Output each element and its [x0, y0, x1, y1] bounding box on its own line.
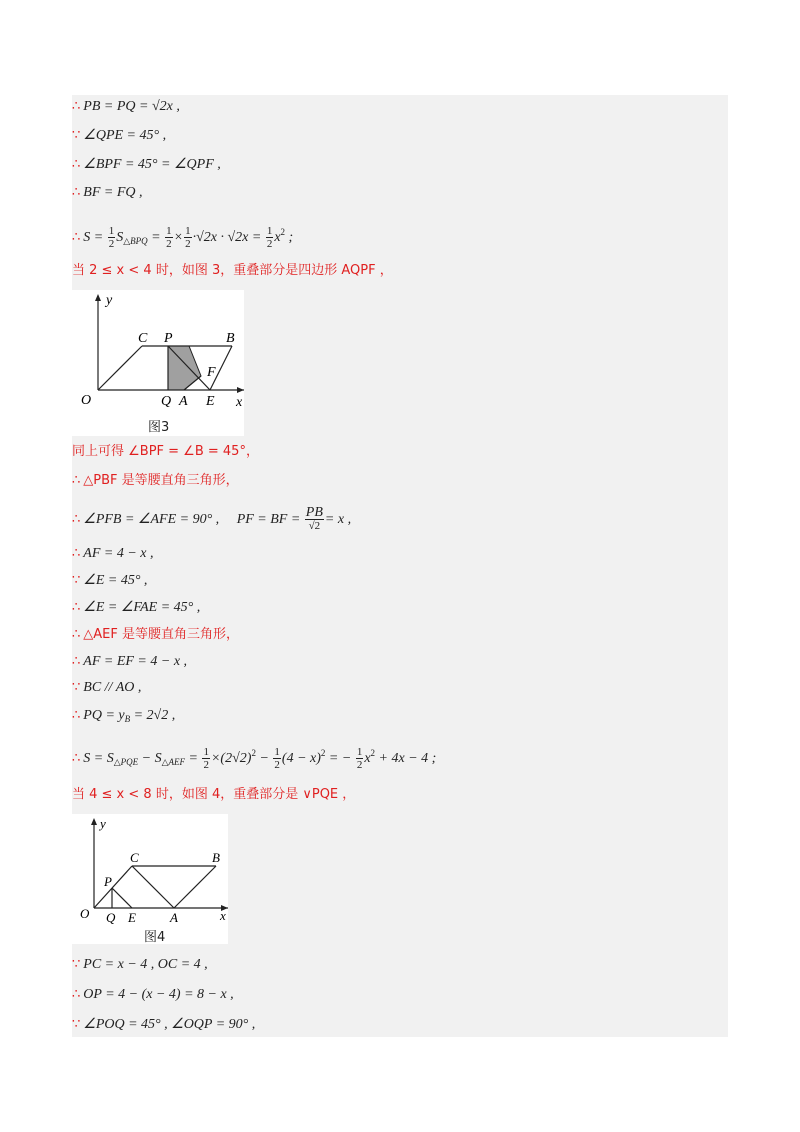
label-E: E — [206, 394, 215, 409]
equation-part: × — [173, 230, 184, 245]
equation: ∠BPF = 45° = ∠QPF , — [83, 157, 221, 172]
numerator: 1 — [203, 746, 209, 759]
fraction — [273, 746, 281, 771]
therefore-symbol: ∴ — [72, 654, 81, 669]
case-heading-text: 当 4 ≤ x < 8 时，如图 4，重叠部分是 ∨PQE ， — [72, 787, 356, 802]
equation-part: = − — [325, 751, 352, 766]
case-heading-text: 当 2 ≤ x < 4 时，如图 3，重叠部分是四边形 AQPF ， — [72, 263, 393, 278]
equation-part: ×(2√2) — [210, 751, 252, 766]
subscript: △AEF — [161, 757, 186, 767]
step-line — [72, 442, 259, 462]
subscript: B — [124, 714, 131, 724]
label-A: A — [170, 910, 178, 925]
figure-4 — [72, 814, 228, 944]
denominator: 2 — [203, 759, 209, 772]
fraction — [266, 225, 274, 250]
equation-part: ·√2x · √2x = — [192, 230, 262, 245]
therefore-symbol: ∴ — [72, 157, 81, 172]
label-Q: Q — [161, 394, 172, 409]
because-symbol: ∵ — [72, 1017, 81, 1032]
because-symbol: ∵ — [72, 680, 81, 695]
label-O: O — [80, 906, 90, 921]
equation: ∠QPE = 45° , — [83, 128, 167, 143]
step-line — [72, 126, 166, 146]
step-line — [72, 652, 187, 672]
superscript: 2 — [370, 748, 376, 758]
segment-CA — [132, 866, 174, 908]
equation: ∠E = 45° , — [83, 573, 148, 588]
therefore-symbol: ∴ — [72, 185, 81, 200]
denominator: 2 — [185, 238, 191, 251]
segment-PE — [112, 888, 132, 908]
equation: BC // AO , — [83, 680, 142, 695]
because-symbol: ∵ — [72, 128, 81, 143]
equation-part: = x , — [324, 512, 352, 527]
equation: BF = FQ , — [83, 185, 143, 200]
label-x: x — [220, 908, 226, 923]
step-line — [72, 678, 141, 698]
denominator: 2 — [266, 238, 273, 251]
label-F: F — [207, 365, 216, 380]
superscript: 2 — [280, 227, 286, 237]
equation-part: − — [255, 751, 269, 766]
figure-4-diagram — [72, 814, 228, 944]
label-x: x — [236, 395, 243, 410]
because-symbol: ∵ — [72, 957, 81, 972]
fraction — [202, 746, 210, 771]
therefore-symbol: ∴ — [72, 473, 81, 488]
superscript: 2 — [320, 748, 326, 758]
fraction — [184, 225, 192, 250]
step-line — [72, 183, 143, 203]
step-line — [72, 471, 239, 491]
equation-part: = — [185, 751, 198, 766]
label-O: O — [81, 393, 92, 408]
denominator: 2 — [356, 759, 363, 772]
superscript: 2 — [251, 748, 256, 758]
red-statement: 同上可得 ∠BPF = ∠B = 45°， — [72, 444, 259, 459]
fraction — [356, 746, 364, 771]
numerator: PB — [305, 505, 323, 521]
equation: ∠POQ = 45° , ∠OQP = 90° , — [83, 1017, 256, 1032]
equation: PB = PQ = √2x , — [83, 99, 180, 114]
denominator: √2 — [308, 520, 321, 533]
equation-part: (4 − x) — [281, 751, 321, 766]
shaded-region — [168, 346, 201, 390]
equation-part: ∠PFB = ∠AFE = 90° , — [83, 512, 220, 527]
step-line — [72, 985, 234, 1005]
step-line — [72, 155, 221, 175]
figure-3-diagram — [72, 290, 244, 436]
step-line — [72, 218, 293, 255]
equation-part: − S — [138, 751, 162, 766]
subscript: △PQE — [113, 757, 139, 767]
fraction — [305, 507, 324, 532]
numerator: 1 — [108, 225, 115, 238]
equation-part: ; — [285, 230, 294, 245]
therefore-symbol: ∴ — [72, 600, 81, 615]
label-y: y — [106, 293, 113, 308]
case-heading — [72, 261, 393, 281]
numerator: 1 — [185, 225, 191, 238]
equation: ∠E = ∠FAE = 45° , — [83, 600, 201, 615]
equation-part: = — [151, 230, 161, 245]
equation: AF = EF = 4 − x , — [83, 654, 188, 669]
label-B: B — [226, 331, 235, 346]
equation: OP = 4 − (x − 4) = 8 − x , — [83, 987, 234, 1002]
case-heading — [72, 785, 355, 805]
step-line — [72, 544, 154, 564]
numerator: 1 — [266, 225, 273, 238]
step-line — [72, 1015, 255, 1035]
step-line — [72, 955, 208, 975]
therefore-symbol: ∴ — [72, 627, 81, 642]
red-statement: △AEF 是等腰直角三角形， — [83, 627, 239, 642]
equation-part: x — [364, 751, 371, 766]
segment-BA — [174, 866, 216, 908]
step-line — [72, 738, 436, 777]
step-line — [72, 97, 180, 117]
label-y: y — [100, 816, 106, 831]
equation-part: = 2√2 , — [130, 708, 176, 723]
therefore-symbol: ∴ — [72, 546, 81, 561]
denominator: 2 — [166, 238, 172, 251]
label-B: B — [212, 850, 220, 865]
equation-part: S = S — [83, 751, 114, 766]
equation-part: + 4x − 4 ; — [375, 751, 437, 766]
numerator: 1 — [356, 746, 363, 759]
red-statement: △PBF 是等腰直角三角形， — [83, 473, 239, 488]
numerator: 1 — [166, 225, 172, 238]
denominator: 2 — [108, 238, 115, 251]
therefore-symbol: ∴ — [72, 230, 81, 245]
equation-part: PQ = y — [83, 708, 125, 723]
therefore-symbol: ∴ — [72, 99, 81, 114]
numerator: 1 — [274, 746, 280, 759]
label-P: P — [104, 874, 112, 889]
therefore-symbol: ∴ — [72, 512, 81, 527]
label-C: C — [130, 850, 139, 865]
therefore-symbol: ∴ — [72, 751, 81, 766]
therefore-symbol: ∴ — [72, 987, 81, 1002]
subscript: △BPQ — [123, 236, 148, 246]
label-E: E — [128, 910, 136, 925]
step-line — [72, 505, 351, 535]
fraction — [165, 225, 173, 250]
equation-part: S — [116, 230, 124, 245]
y-axis-arrow — [95, 294, 101, 301]
label-C: C — [138, 331, 148, 346]
because-symbol: ∵ — [72, 573, 81, 588]
denominator: 2 — [274, 759, 280, 772]
x-axis-arrow — [237, 387, 244, 393]
label-P: P — [164, 331, 173, 346]
equation-part: S = — [83, 230, 104, 245]
label-Q: Q — [106, 910, 116, 925]
equation: PC = x − 4 , OC = 4 , — [83, 957, 208, 972]
segment-OC — [98, 346, 142, 390]
label-A: A — [179, 394, 188, 409]
fraction — [108, 225, 116, 250]
figure-4-caption: 图4 — [144, 930, 166, 945]
equation: AF = 4 − x , — [83, 546, 154, 561]
step-line — [72, 706, 175, 729]
equation-part: PF = BF = — [236, 512, 301, 527]
therefore-symbol: ∴ — [72, 708, 81, 723]
figure-3-caption: 图3 — [148, 420, 170, 435]
figure-3 — [72, 290, 244, 436]
step-line — [72, 625, 239, 645]
step-line — [72, 598, 200, 618]
step-line — [72, 571, 147, 591]
equation-part: x — [274, 230, 281, 245]
y-axis-arrow — [91, 818, 97, 825]
